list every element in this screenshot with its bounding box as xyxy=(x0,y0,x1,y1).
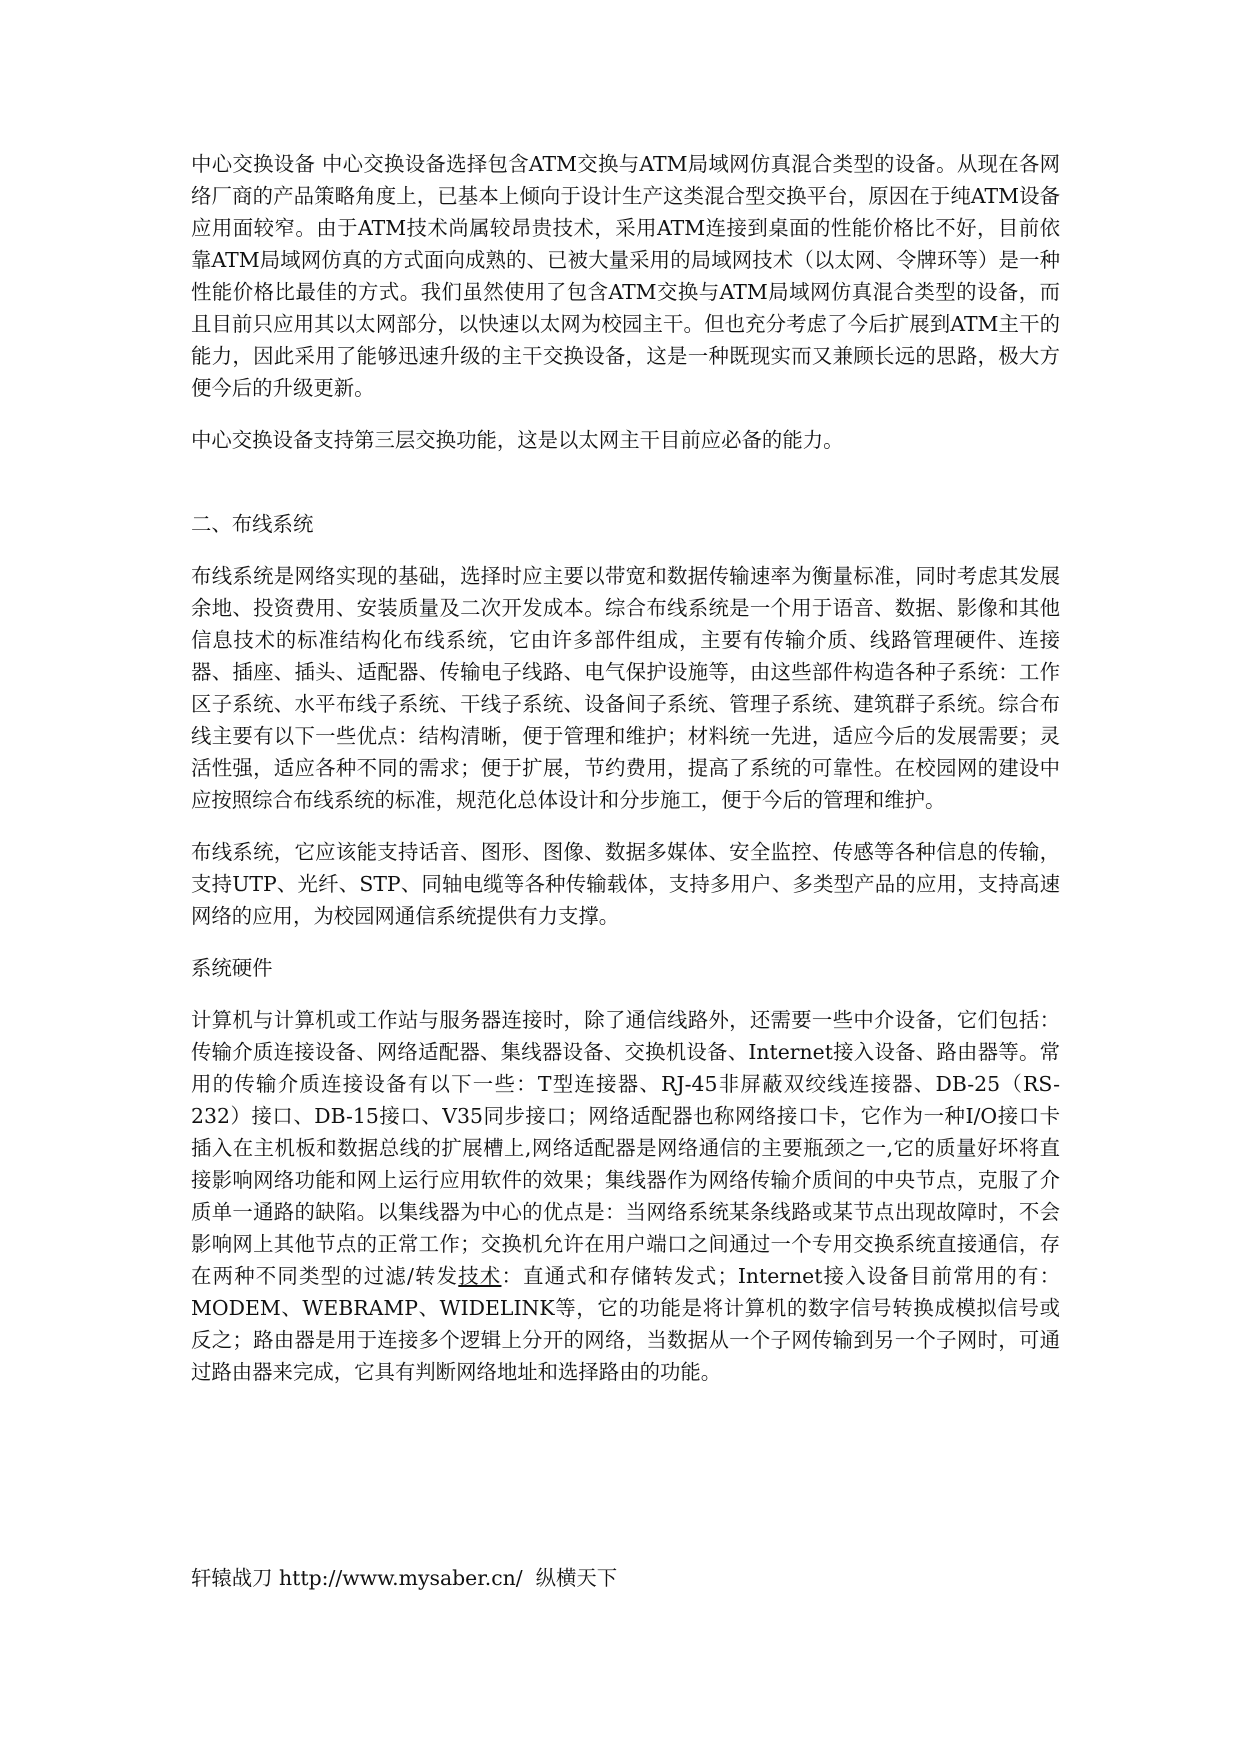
paragraph-cabling-support: 布线系统，它应该能支持话音、图形、图像、数据多媒体、安全监控、传感等各种信息的传输，支持UTP、光纤、STP、同轴电缆等各种传输载体，支持多用户、多类型产品的应用，支持高速网络的应用，为校园网通信系统提供有力支撑。 xyxy=(191,840,1060,928)
page-footer: 轩辕战刀 http://www.mysaber.cn/ 纵横天下 xyxy=(191,1566,618,1590)
heading-cabling-system: 二、布线系统 xyxy=(191,512,314,536)
paragraph-layer3: 中心交换设备支持第三层交换功能，这是以太网主干目前应必备的能力。 xyxy=(191,428,844,452)
heading-system-hardware: 系统硬件 xyxy=(191,956,273,980)
paragraph-hardware-part2: ：直通式和存储转发式；Internet接入设备目前常用的有：MODEM、WEBRAMP、WIDELINK等，它的功能是将计算机的数字信号转换成模拟信号或反之；路由器是用于连接多个逻辑上分开的网络，当数据从一个子网传输到另一个子网时，可通过路由器来完成，它具有判断网络地址和选择路由的功能。 xyxy=(191,1264,1061,1384)
document-body xyxy=(191,148,1060,1388)
paragraph-hardware-part1: 计算机与计算机或工作站与服务器连接时，除了通信线路外，还需要一些中介设备，它们包括：传输介质连接设备、网络适配器、集线器设备、交换机设备、Internet接入设备、路由器等。常用的传输介质连接设备有以下一些：T型连接器、RJ-45非屏蔽双绞线连接器、DB-25（RS-232）接口、DB-15接口、V35同步接口；网络适配器也称网络接口卡，它作为一种I/O接口卡插入在主机板和数据总线的扩展槽上,网络适配器是网络通信的主要瓶颈之一,它的质量好坏将直接影响网络功能和网上运行应用软件的效果；集线器作为网络传输介质间的中央节点，克服了介质单一通路的缺陷。以集线器为中心的优点是：当网络系统某条线路或某节点出现故障时，不会影响网上其他节点的正常工作；交换机允许在用户端口之间通过一个专用交换系统直接通信，存在两种不同类型的过滤/转发 xyxy=(191,1008,1060,1288)
paragraph-cabling-intro: 布线系统是网络实现的基础，选择时应主要以带宽和数据传输速率为衡量标准，同时考虑其发展余地、投资费用、安装质量及二次开发成本。综合布线系统是一个用于语音、数据、影像和其他信息技术的标准结构化布线系统，它由许多部件组成，主要有传输介质、线路管理硬件、连接器、插座、插头、适配器、传输电子线路、电气保护设施等，由这些部件构造各种子系统：工作区子系统、水平布线子系统、干线子系统、设备间子系统、管理子系统、建筑群子系统。综合布线主要有以下一些优点：结构清晰，便于管理和维护；材料统一先进，适应今后的发展需要；灵活性强，适应各种不同的需求；便于扩展，节约费用，提高了系统的可靠性。在校园网的建设中应按照综合布线系统的标准，规范化总体设计和分步施工，便于今后的管理和维护。 xyxy=(191,564,1060,812)
paragraph-hardware xyxy=(191,1004,1060,1388)
technology-link[interactable]: 技术 xyxy=(458,1264,502,1288)
paragraph-central-switch: 中心交换设备 中心交换设备选择包含ATM交换与ATM局域网仿真混合类型的设备。从现在各网络厂商的产品策略角度上，已基本上倾向于设计生产这类混合型交换平台，原因在于纯ATM设备应用面较窄。由于ATM技术尚属较昂贵技术，采用ATM连接到桌面的性能价格比不好，目前依靠ATM局域网仿真的方式面向成熟的、已被大量采用的局域网技术（以太网、令牌环等）是一种性能价格比最佳的方式。我们虽然使用了包含ATM交换与ATM局域网仿真混合类型的设备，而且目前只应用其以太网部分，以快速以太网为校园主干。但也充分考虑了今后扩展到ATM主干的能力，因此采用了能够迅速升级的主干交换设备，这是一种既现实而又兼顾长远的思路，极大方便今后的升级更新。 xyxy=(191,152,1060,400)
